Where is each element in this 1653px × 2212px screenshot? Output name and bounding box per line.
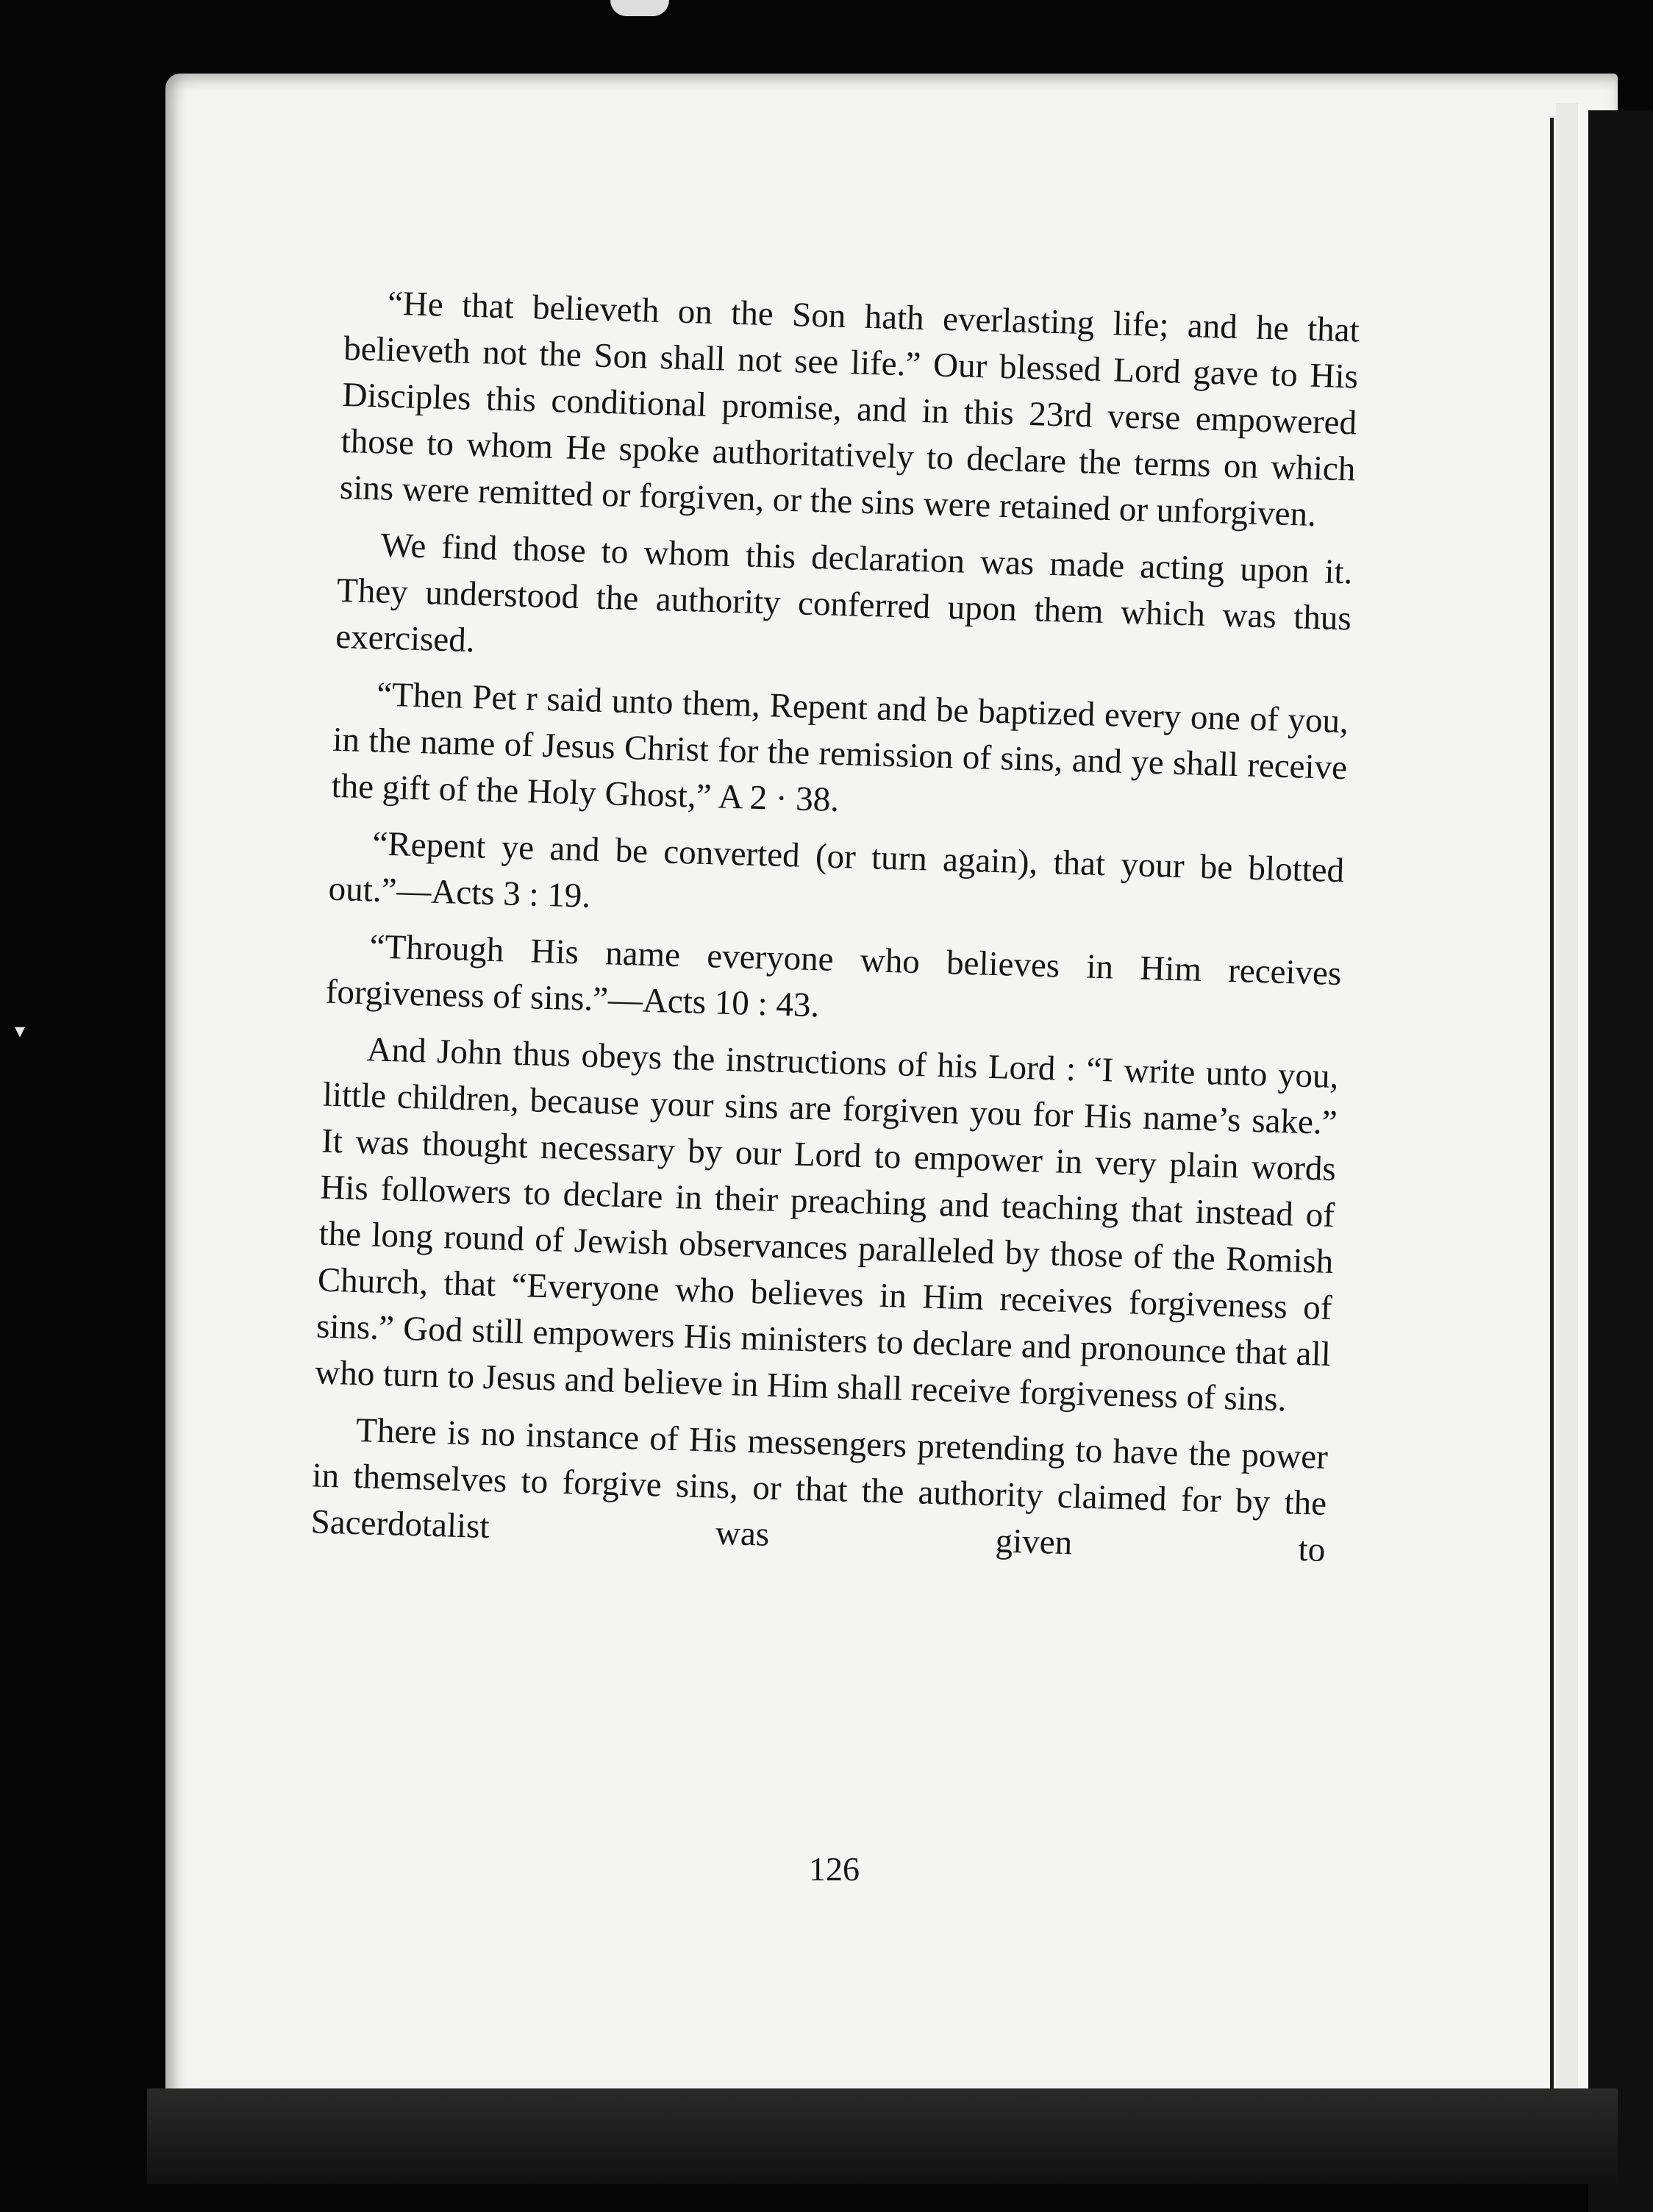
paragraph: And John thus obeys the instructions of his Lord : “I write unto you, little children, because your sins are forgiven you for His name’s sake.” It was thought necessary by our Lord to empower in very plain words His followers to declare in their preaching and teaching that instead of the long round of Jewish observances paralleled by those of the Romish Church, that “Everyone who believes in Him receives forgiveness of sins.” God still empowers His ministers to declare and pronounce that all who turn to Jesus and believe in Him shall receive forgiveness of sins. <box>314 1030 1339 1419</box>
paragraph: “Then Pet r said unto them, Repent and be baptized every one of you, in the name of Jesus Christ for the remission of sins, and ye shall receive the gift of the Holy Ghost,” A 2 · 38. <box>331 675 1349 820</box>
paragraph: We find those to whom this declaration was made acting upon it. They understood the authority conferred upon them which was thus exercised. <box>335 526 1354 660</box>
paragraph: “He that believeth on the Son hath everlasting life; and he that believeth not the Son shall not see life.” Our blessed Lord gave to His Disciples this conditional promise, and in this 23rd verse empowered those to whom He spoke authoritatively to declare the terms on which sins were remitted or forgiven, or the sins were retained or unforgiven. <box>339 284 1360 534</box>
paragraph: “Through His name everyone who believes in Him receives forgiveness of sins.”—Acts 10 : 43. <box>325 927 1342 1025</box>
paragraph: There is no instance of His messengers pretending to have the power in themselves to forgive sins, or that the authority claimed for by the Sacerdotalist was given to <box>310 1411 1329 1569</box>
page-bottom-shadow <box>147 2088 1618 2184</box>
margin-mark: ▾ <box>15 1020 26 1043</box>
paragraph: “Repent ye and be converted (or turn again), that your be blotted out.”—Acts 3 : 19. <box>328 824 1345 916</box>
body-text <box>310 279 1360 1584</box>
page-number: 126 <box>809 1850 860 1888</box>
page-edge <box>1556 103 1578 2103</box>
book-gutter <box>1588 110 1653 2212</box>
scan-artifact <box>610 0 669 16</box>
page-fold-line <box>1550 118 1554 2103</box>
